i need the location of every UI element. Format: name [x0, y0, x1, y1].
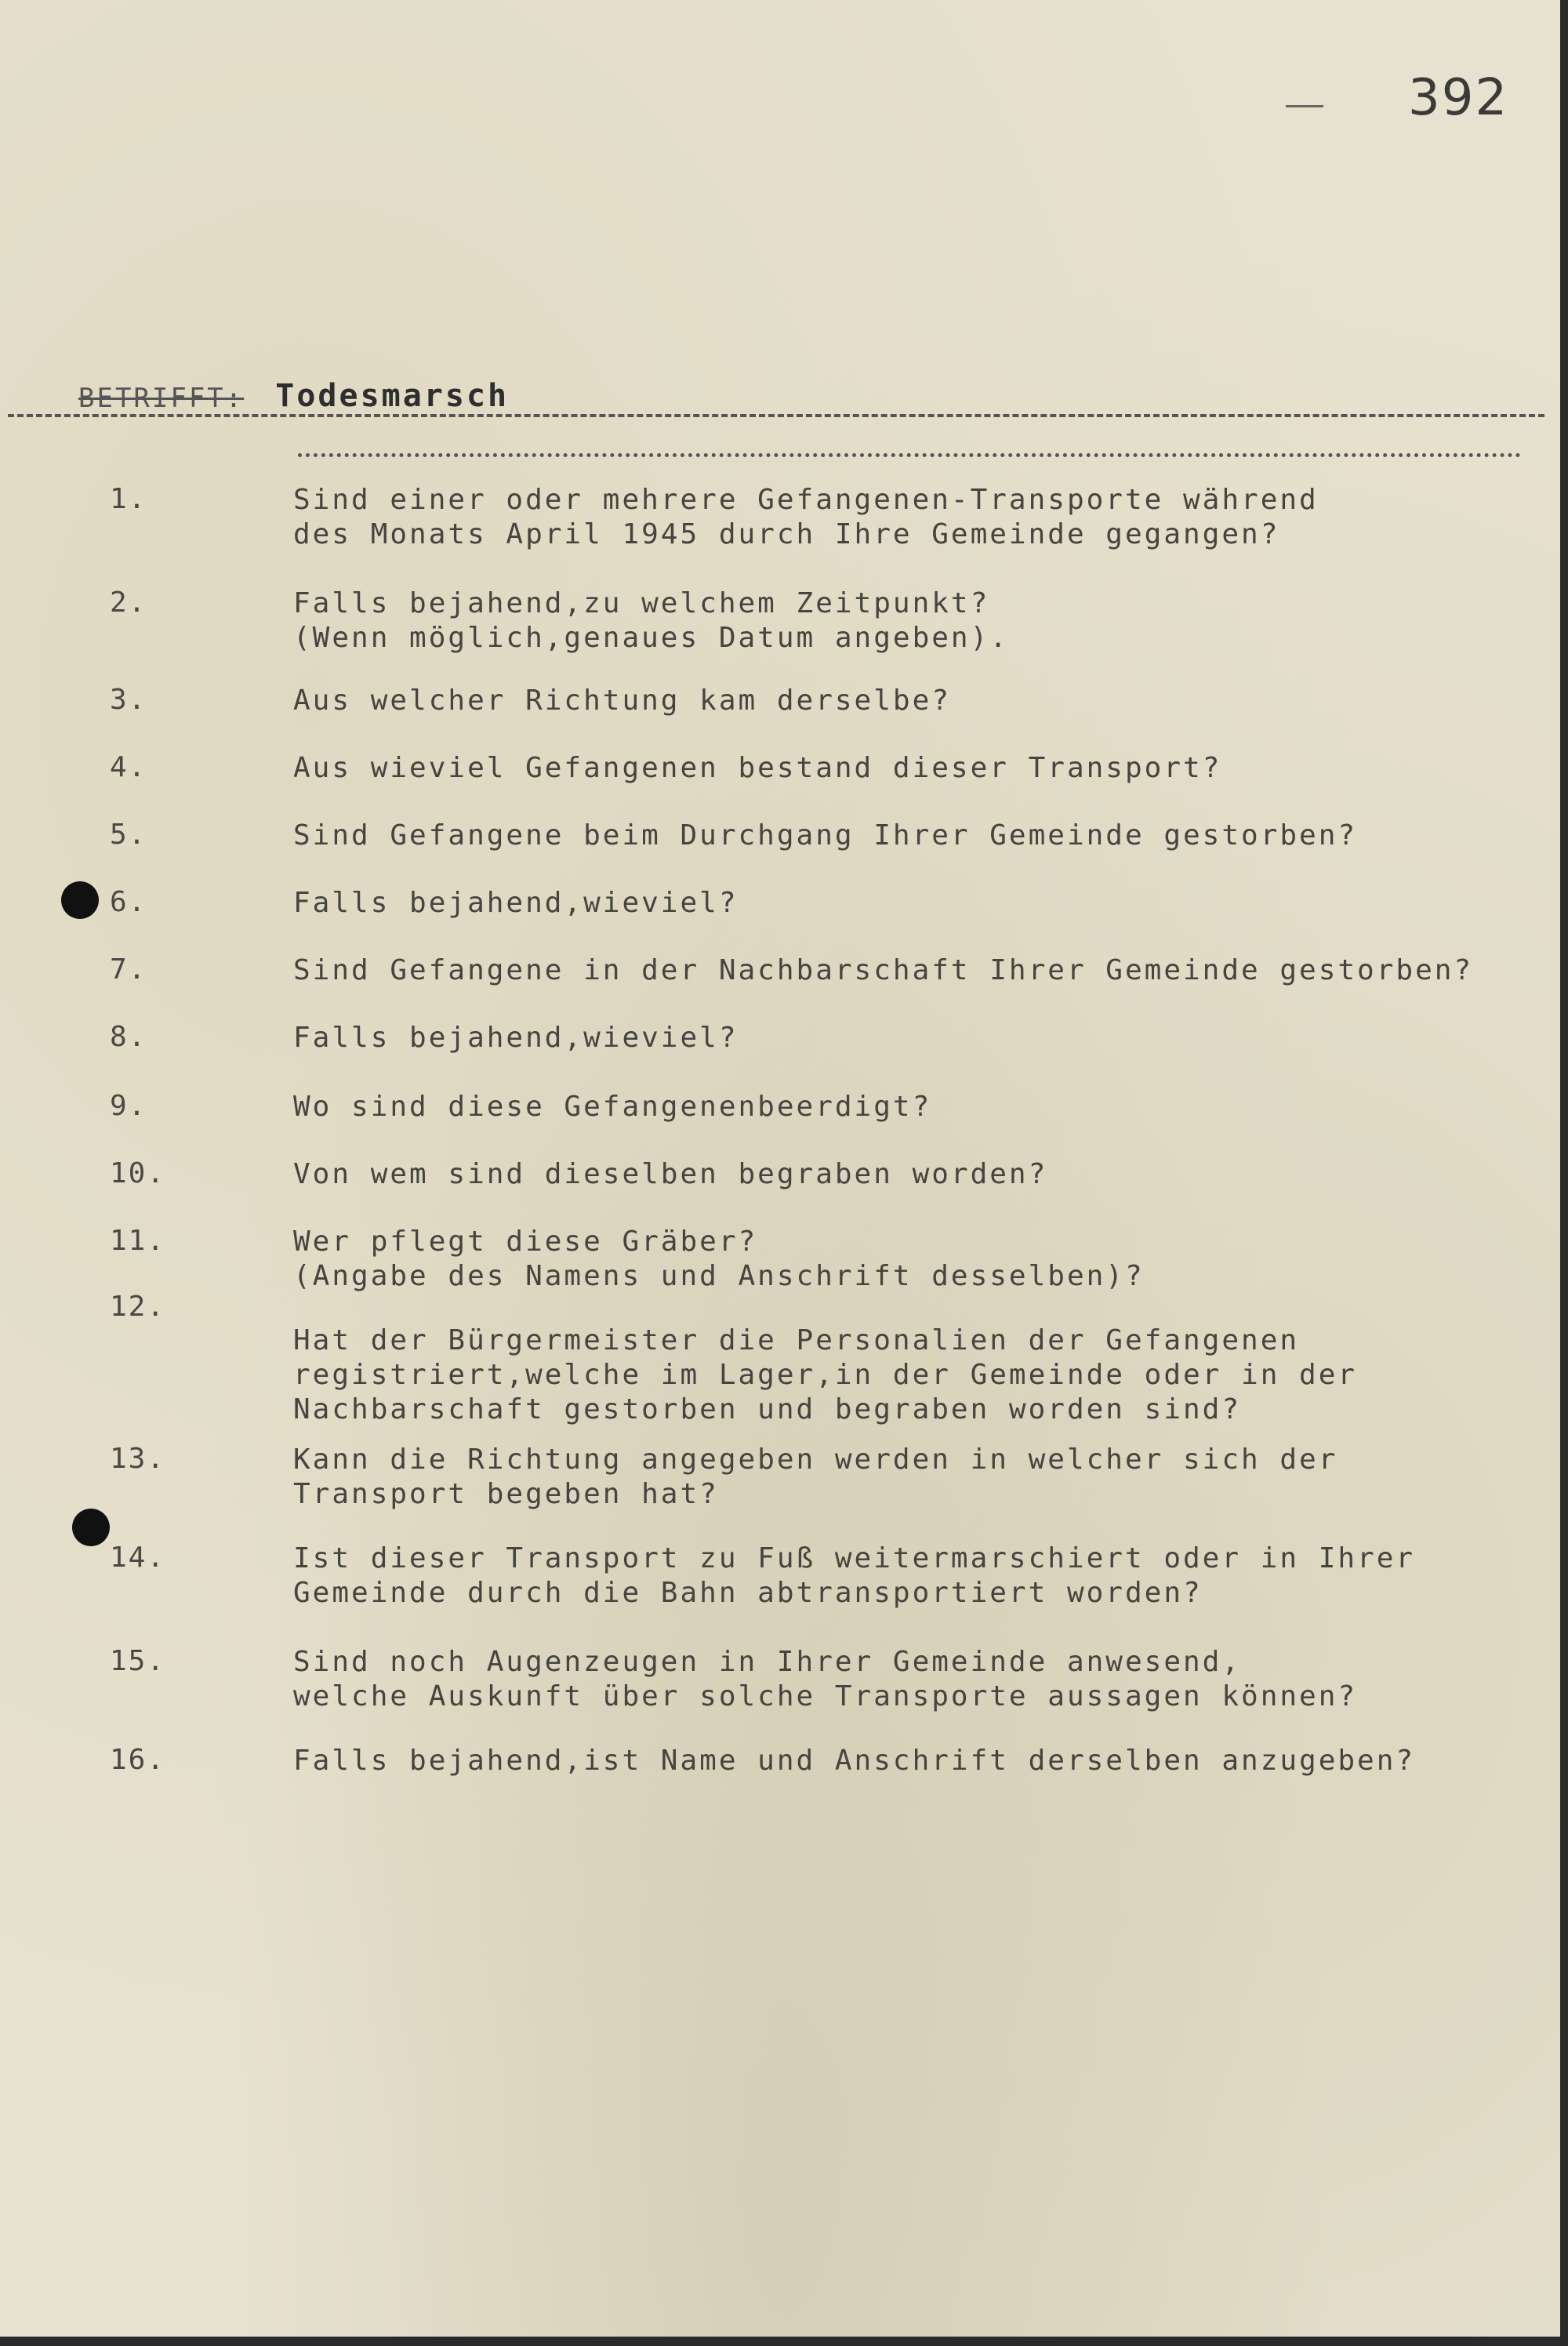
question-number: 13. [110, 1443, 166, 1475]
question-number: 6. [110, 886, 147, 918]
question-text-line: Hat der Bürgermeister die Personalien der Gefangenen [293, 1324, 1300, 1356]
question-text-line: welche Auskunft über solche Transporte aussagen können? [293, 1680, 1358, 1712]
punch-hole [61, 881, 99, 919]
question-text-line: Sind einer oder mehrere Gefangenen-Transporte während [293, 484, 1319, 516]
question-text-line: Transport begeben hat? [293, 1478, 719, 1510]
question-number: 1. [110, 483, 147, 515]
question-text-line: (Wenn möglich,genaues Datum angeben). [293, 622, 1009, 654]
question-text-line: Wo sind diese Gefangenenbeerdigt? [293, 1091, 932, 1123]
question-number: 15. [110, 1645, 166, 1677]
question-text-line: Sind Gefangene in der Nachbarschaft Ihrer Gemeinde gestorben? [293, 954, 1474, 986]
question-text-line: Falls bejahend,ist Name und Anschrift derselben anzugeben? [293, 1745, 1416, 1777]
subject-value: Todesmarsch [275, 378, 510, 414]
question-text-line: Ist dieser Transport zu Fuß weitermarschiert oder in Ihrer [293, 1542, 1416, 1574]
question-number: 4. [110, 751, 147, 783]
question-number: 11. [110, 1225, 166, 1257]
question-text-line: Sind noch Augenzeugen in Ihrer Gemeinde anwesend, [293, 1646, 1242, 1678]
question-number: 9. [110, 1090, 147, 1122]
question-text-line: (Angabe des Namens und Anschrift desselben)? [293, 1260, 1145, 1292]
question-number: 10. [110, 1157, 166, 1189]
question-text-line: Von wem sind dieselben begraben worden? [293, 1158, 1048, 1190]
question-text-line: Falls bejahend,wieviel? [293, 887, 739, 919]
question-text-line: Aus wieviel Gefangenen bestand dieser Transport? [293, 752, 1222, 784]
question-text-line: Nachbarschaft gestorben und begraben worden sind? [293, 1393, 1242, 1425]
question-number: 5. [110, 819, 147, 851]
question-text-line: Kann die Richtung angegeben werden in welcher sich der [293, 1444, 1338, 1476]
question-text-line: registriert,welche im Lager,in der Gemeinde oder in der [293, 1359, 1358, 1391]
page-number: 392 [1408, 69, 1509, 127]
question-number: 7. [110, 953, 147, 986]
question-number: 2. [110, 586, 147, 619]
question-text-line: Gemeinde durch die Bahn abtransportiert worden? [293, 1577, 1203, 1609]
question-number: 8. [110, 1021, 147, 1053]
question-text-line: Falls bejahend,wieviel? [293, 1022, 739, 1054]
question-number: 16. [110, 1744, 166, 1776]
question-text-line: des Monats April 1945 durch Ihre Gemeinde gegangen? [293, 518, 1280, 550]
question-text-line: Aus welcher Richtung kam derselbe? [293, 685, 951, 717]
question-number: 3. [110, 684, 147, 716]
question-text-line: Wer pflegt diese Gräber? [293, 1226, 758, 1258]
punch-hole [72, 1509, 110, 1546]
question-text-line: Falls bejahend,zu welchem Zeitpunkt? [293, 587, 990, 619]
question-number: 14. [110, 1542, 166, 1574]
subject-label: BETRIFFT: [78, 383, 245, 414]
question-text-line: Sind Gefangene beim Durchgang Ihrer Gemeinde gestorben? [293, 819, 1358, 852]
question-number: 12. [110, 1291, 166, 1323]
